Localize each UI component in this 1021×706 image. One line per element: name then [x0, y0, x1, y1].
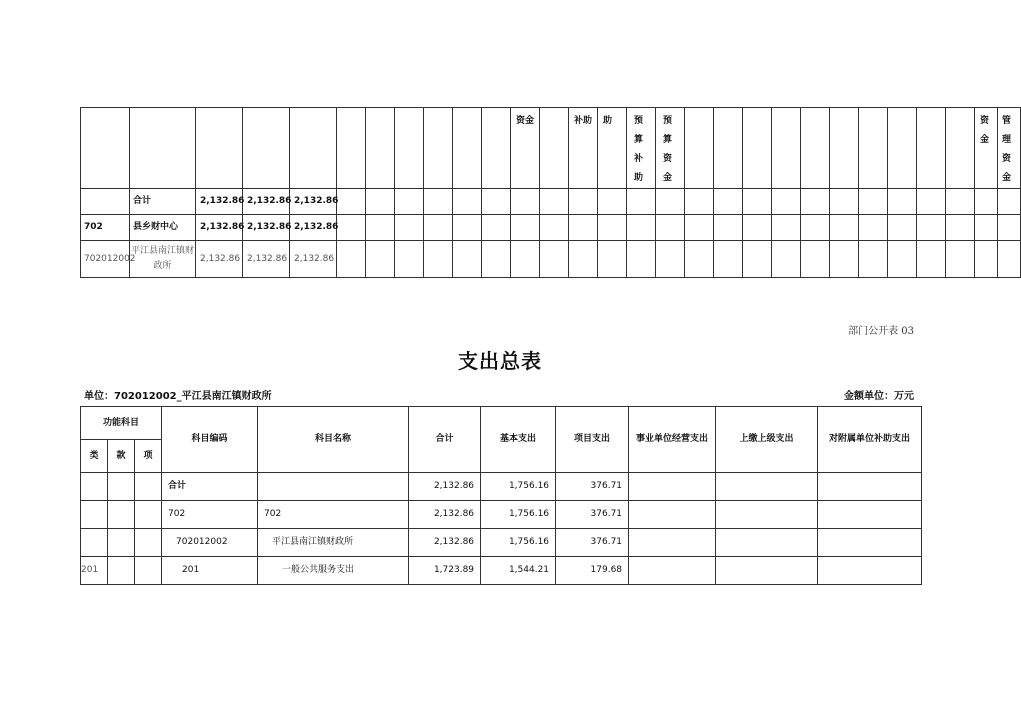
header-total: 合计	[409, 407, 481, 473]
continuation-empty-cell	[337, 189, 366, 215]
continuation-empty-cell	[424, 241, 453, 278]
continuation-header-cell	[482, 108, 511, 189]
continuation-empty-cell	[453, 241, 482, 278]
cell-total: 2,132.86	[409, 501, 481, 529]
cell-lei	[81, 501, 108, 529]
continuation-empty-cell	[975, 241, 998, 278]
continuation-empty-cell	[627, 215, 656, 241]
continuation-header-fragment: 助	[603, 116, 613, 126]
continuation-empty-cell	[743, 241, 772, 278]
continuation-empty-cell	[772, 189, 801, 215]
expenditure-table-body	[81, 473, 922, 585]
header-basic: 基本支出	[481, 407, 556, 473]
cell-code: 合计	[162, 473, 258, 501]
header-project: 项目支出	[556, 407, 629, 473]
cell-kuan	[108, 557, 135, 585]
continuation-empty-cell	[511, 189, 540, 215]
continuation-header-cell	[656, 108, 685, 189]
continuation-table	[80, 107, 1021, 278]
continuation-header-cell	[337, 108, 366, 189]
cell-upper	[716, 529, 818, 557]
continuation-row	[81, 215, 1021, 241]
continuation-empty-cell	[714, 215, 743, 241]
continuation-empty-cell	[656, 189, 685, 215]
continuation-empty-cell	[337, 241, 366, 278]
continuation-empty-cell	[395, 241, 424, 278]
cell-total: 1,723.89	[409, 557, 481, 585]
continuation-cell-v1: 2,132.86	[196, 215, 243, 241]
continuation-cell-v3: 2,132.86	[290, 215, 337, 241]
continuation-header-fragment: 补助	[574, 116, 593, 126]
continuation-header-cell	[917, 108, 946, 189]
continuation-cell-v1: 2,132.86	[196, 241, 243, 278]
continuation-empty-cell	[946, 241, 975, 278]
cell-xiang	[135, 501, 162, 529]
continuation-empty-cell	[366, 189, 395, 215]
header-xiang: 项	[135, 440, 162, 473]
continuation-empty-cell	[859, 215, 888, 241]
continuation-empty-cell	[482, 241, 511, 278]
continuation-empty-cell	[569, 215, 598, 241]
header-business-text: 事业单位经营支出	[636, 434, 709, 444]
continuation-header-cell	[453, 108, 482, 189]
continuation-header-cell	[511, 108, 540, 189]
continuation-empty-cell	[830, 241, 859, 278]
continuation-empty-cell	[656, 241, 685, 278]
continuation-header-cell	[395, 108, 424, 189]
continuation-empty-cell	[859, 189, 888, 215]
continuation-header-cell	[946, 108, 975, 189]
continuation-empty-cell	[482, 189, 511, 215]
continuation-empty-cell	[453, 189, 482, 215]
cell-lei	[81, 529, 108, 557]
header-subject-code: 科目编码	[162, 407, 258, 473]
continuation-empty-cell	[395, 215, 424, 241]
continuation-empty-cell	[714, 189, 743, 215]
continuation-header-cell	[540, 108, 569, 189]
continuation-cell-code	[81, 189, 130, 215]
continuation-header-cell	[81, 108, 130, 189]
continuation-cell-v2: 2,132.86	[243, 189, 290, 215]
continuation-empty-cell	[772, 215, 801, 241]
continuation-empty-cell	[830, 189, 859, 215]
continuation-header-cell	[830, 108, 859, 189]
cell-business	[629, 473, 716, 501]
continuation-cell-v3: 2,132.86	[290, 189, 337, 215]
continuation-header-cell	[366, 108, 395, 189]
cell-kuan	[108, 473, 135, 501]
continuation-empty-cell	[540, 215, 569, 241]
continuation-empty-cell	[366, 241, 395, 278]
cell-total: 2,132.86	[409, 529, 481, 557]
cell-basic: 1,756.16	[481, 501, 556, 529]
continuation-header-cell	[685, 108, 714, 189]
continuation-empty-cell	[685, 215, 714, 241]
cell-code: 702012002	[162, 529, 258, 557]
continuation-empty-cell	[743, 189, 772, 215]
cell-subsidy	[818, 529, 922, 557]
continuation-row	[81, 241, 1021, 278]
continuation-cell-v2: 2,132.86	[243, 241, 290, 278]
continuation-cell-v3: 2,132.86	[290, 241, 337, 278]
continuation-header-cell	[743, 108, 772, 189]
continuation-empty-cell	[627, 189, 656, 215]
cell-name: 平江县南江镇财政所	[258, 529, 409, 557]
continuation-header-cell	[714, 108, 743, 189]
continuation-empty-cell	[917, 189, 946, 215]
continuation-empty-cell	[424, 189, 453, 215]
continuation-empty-cell	[917, 215, 946, 241]
continuation-empty-cell	[975, 215, 998, 241]
continuation-empty-cell	[511, 241, 540, 278]
cell-lei	[81, 473, 108, 501]
continuation-header-fragment: 资金	[516, 116, 535, 126]
continuation-header-cell	[424, 108, 453, 189]
header-lei: 类	[81, 440, 108, 473]
cell-business	[629, 529, 716, 557]
continuation-header-cell	[801, 108, 830, 189]
continuation-header-cell	[975, 108, 998, 189]
cell-name: 702	[258, 501, 409, 529]
continuation-empty-cell	[540, 189, 569, 215]
cell-basic: 1,756.16	[481, 473, 556, 501]
continuation-empty-cell	[946, 215, 975, 241]
continuation-header-row	[81, 108, 1021, 189]
cell-basic: 1,544.21	[481, 557, 556, 585]
continuation-header-cell	[772, 108, 801, 189]
header-kuan: 款	[108, 440, 135, 473]
continuation-empty-cell	[888, 241, 917, 278]
form-number: 部门公开表 03	[848, 326, 914, 337]
cell-subsidy	[818, 473, 922, 501]
continuation-cell-code: 702	[81, 215, 130, 241]
continuation-cell-v2: 2,132.86	[243, 215, 290, 241]
continuation-empty-cell	[569, 189, 598, 215]
cell-subsidy	[818, 557, 922, 585]
continuation-header-cell	[569, 108, 598, 189]
table-row	[81, 473, 922, 501]
cell-business	[629, 557, 716, 585]
continuation-cell-v1: 2,132.86	[196, 189, 243, 215]
continuation-header-cell	[598, 108, 627, 189]
continuation-empty-cell	[337, 215, 366, 241]
continuation-empty-cell	[888, 189, 917, 215]
header-subsidy: 对附属单位补助支出	[818, 407, 922, 473]
table-row	[81, 529, 922, 557]
cell-subsidy	[818, 501, 922, 529]
continuation-empty-cell	[830, 215, 859, 241]
continuation-header-cell	[888, 108, 917, 189]
continuation-empty-cell	[656, 215, 685, 241]
continuation-header-fragment: 管理资金	[1002, 116, 1012, 183]
continuation-header-fragment: 资金	[980, 116, 990, 145]
continuation-empty-cell	[366, 215, 395, 241]
continuation-empty-cell	[482, 215, 511, 241]
header-row-1	[81, 407, 922, 440]
continuation-empty-cell	[540, 241, 569, 278]
cell-name: 一般公共服务支出	[258, 557, 409, 585]
continuation-table-body	[81, 108, 1021, 278]
header-business	[629, 407, 716, 473]
continuation-empty-cell	[511, 215, 540, 241]
continuation-cell-name: 平江县南江镇财政所	[130, 241, 196, 278]
unit-label: 单位：702012002_平江县南江镇财政所	[84, 391, 272, 402]
header-func-subject: 功能科目	[81, 407, 162, 440]
continuation-cell-code: 702012002	[81, 241, 130, 278]
continuation-empty-cell	[946, 189, 975, 215]
cell-upper	[716, 473, 818, 501]
cell-upper	[716, 557, 818, 585]
continuation-empty-cell	[598, 215, 627, 241]
continuation-header-cell	[243, 108, 290, 189]
continuation-header-cell	[290, 108, 337, 189]
cell-xiang	[135, 557, 162, 585]
page-title: 支出总表	[458, 349, 542, 373]
continuation-row	[81, 189, 1021, 215]
continuation-empty-cell	[859, 241, 888, 278]
cell-kuan	[108, 529, 135, 557]
cell-basic: 1,756.16	[481, 529, 556, 557]
cell-code: 201	[162, 557, 258, 585]
cell-project: 179.68	[556, 557, 629, 585]
cell-project: 376.71	[556, 473, 629, 501]
continuation-header-cell	[130, 108, 196, 189]
expenditure-summary-table	[80, 406, 922, 585]
table-row	[81, 557, 922, 585]
cell-xiang	[135, 529, 162, 557]
cell-name	[258, 473, 409, 501]
continuation-empty-cell	[998, 241, 1021, 278]
continuation-empty-cell	[801, 189, 830, 215]
continuation-empty-cell	[998, 189, 1021, 215]
cell-kuan	[108, 501, 135, 529]
continuation-empty-cell	[917, 241, 946, 278]
continuation-header-cell	[859, 108, 888, 189]
table-row	[81, 501, 922, 529]
continuation-empty-cell	[714, 241, 743, 278]
cell-project: 376.71	[556, 501, 629, 529]
continuation-header-cell	[998, 108, 1021, 189]
continuation-empty-cell	[685, 189, 714, 215]
continuation-empty-cell	[627, 241, 656, 278]
header-subject-name: 科目名称	[258, 407, 409, 473]
header-upper: 上缴上级支出	[716, 407, 818, 473]
cell-total: 2,132.86	[409, 473, 481, 501]
continuation-header-cell	[627, 108, 656, 189]
continuation-header-fragment: 预算资金	[663, 116, 673, 183]
cell-xiang	[135, 473, 162, 501]
cell-project: 376.71	[556, 529, 629, 557]
continuation-empty-cell	[598, 189, 627, 215]
continuation-empty-cell	[801, 241, 830, 278]
continuation-empty-cell	[569, 241, 598, 278]
cell-code: 702	[162, 501, 258, 529]
continuation-empty-cell	[395, 189, 424, 215]
amount-unit-label: 金额单位：万元	[844, 391, 914, 402]
continuation-empty-cell	[888, 215, 917, 241]
continuation-header-cell	[196, 108, 243, 189]
continuation-empty-cell	[801, 215, 830, 241]
continuation-cell-name: 县乡财中心	[130, 215, 196, 241]
cell-upper	[716, 501, 818, 529]
continuation-empty-cell	[453, 215, 482, 241]
cell-lei: 201	[81, 557, 108, 585]
continuation-empty-cell	[998, 215, 1021, 241]
continuation-empty-cell	[424, 215, 453, 241]
continuation-header-fragment: 预算补助	[634, 116, 644, 183]
continuation-empty-cell	[975, 189, 998, 215]
continuation-empty-cell	[743, 215, 772, 241]
cell-business	[629, 501, 716, 529]
continuation-empty-cell	[598, 241, 627, 278]
continuation-cell-name: 合计	[130, 189, 196, 215]
continuation-empty-cell	[772, 241, 801, 278]
continuation-empty-cell	[685, 241, 714, 278]
